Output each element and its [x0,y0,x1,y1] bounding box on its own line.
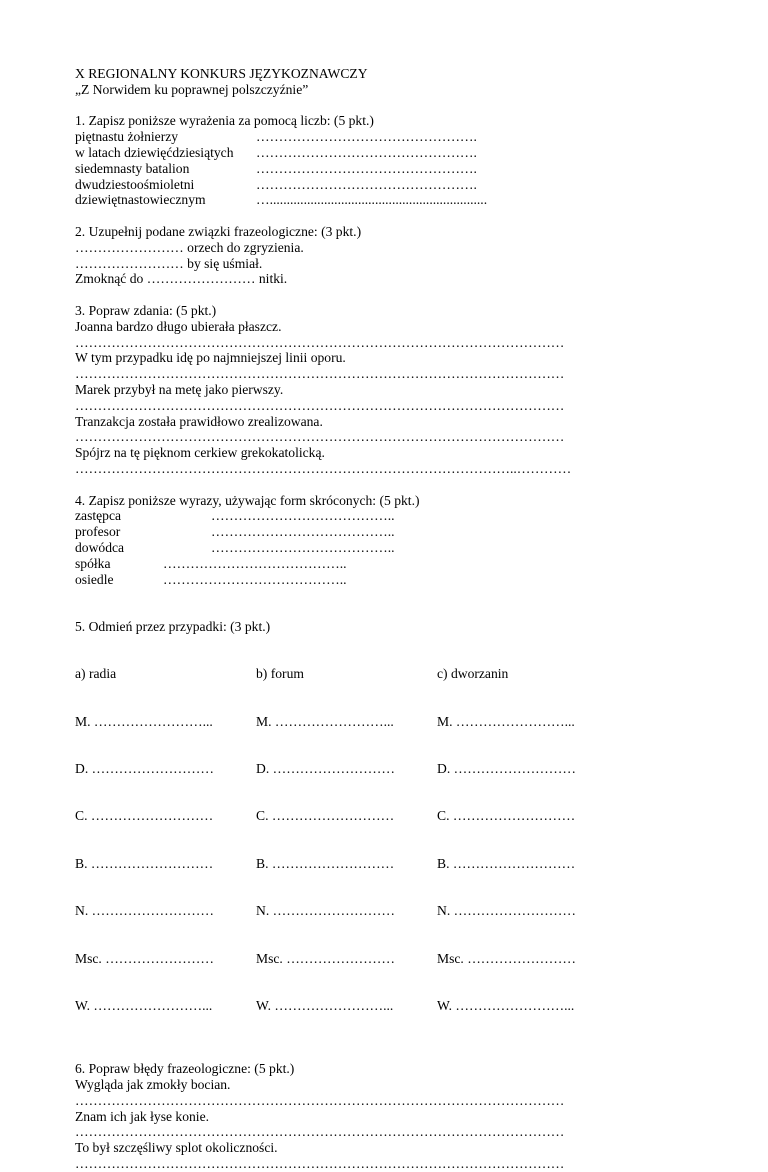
task3-sentence: Tranzakcja została prawidłowo zrealizowana. [75,413,323,429]
task6-answer-blank[interactable]: ……………………………………………………………………………………………… [75,1124,565,1140]
document-page [75,66,695,1172]
case-blank[interactable]: D. ……………………… [437,761,576,777]
task4-item [75,524,695,540]
declension-column-c [437,635,576,1046]
task3-sentence: Marek przybył na metę jako pierwszy. [75,381,284,397]
task6-sentence: To był szczęśliwy splot okoliczności. [75,1140,278,1156]
task1-answer-blank[interactable]: …................................................................ [256,192,488,208]
task1-label: piętnastu żołnierzy [75,129,179,145]
task4-answer-blank[interactable]: ………………………………….. [163,555,347,571]
declension-title: a) radia [75,666,117,682]
task3-sentence: Joanna bardzo długo ubierała płaszcz. [75,318,282,334]
task6-answer-blank[interactable]: ……………………………………………………………………………………………… [75,1155,565,1171]
task1-item [75,192,695,208]
task3-answer-blank[interactable]: ……………………………………………………………………………………………… [75,397,565,413]
task1-answer-blank[interactable]: …………………………………………. [256,160,477,176]
declension-column-a [75,635,256,1046]
task4-item [75,572,695,588]
case-blank[interactable]: N. ……………………… [256,903,395,919]
declension-column-b [256,635,437,1046]
declension-table [75,635,695,1046]
task4-label: dowódca [75,539,125,555]
task1-item [75,177,695,193]
case-blank[interactable]: M. ……………………... [256,713,394,729]
case-blank[interactable]: Msc. …………………… [437,950,576,966]
contest-subtitle: „Z Norwidem ku poprawnej polszczyźnie” [75,81,309,97]
task2-line[interactable]: …………………… by się uśmiał. [75,255,263,271]
case-blank[interactable]: M. ……………………... [437,713,575,729]
declension-title: c) dworzanin [437,666,509,682]
case-blank[interactable]: C. ……………………… [256,808,395,824]
case-blank[interactable]: N. ……………………… [437,903,576,919]
case-blank[interactable]: C. ……………………… [437,808,576,824]
case-blank[interactable]: Msc. …………………… [75,950,214,966]
case-blank[interactable]: D. ……………………… [75,761,214,777]
task6-answer-blank[interactable]: ……………………………………………………………………………………………… [75,1092,565,1108]
case-blank[interactable]: M. ……………………... [75,713,213,729]
case-blank[interactable]: B. ……………………… [75,855,214,871]
contest-title: X REGIONALNY KONKURS JĘZYKOZNAWCZY [75,66,368,81]
case-blank[interactable]: W. ……………………... [256,998,394,1014]
case-blank[interactable]: D. ……………………… [256,761,395,777]
task4-label: spółka [75,555,111,571]
task1-heading: 1. Zapisz poniższe wyrażenia za pomocą liczb: (5 pkt.) [75,113,374,129]
task4-answer-blank[interactable]: ………………………………….. [163,571,347,587]
task4-answer-blank[interactable]: ………………………………….. [211,508,395,524]
task1-label: dziewiętnastowiecznym [75,192,206,208]
task3-answer-blank[interactable]: ……………………………………………………………………………………………… [75,429,565,445]
task6-sentence: Znam ich jak łyse konie. [75,1108,210,1124]
task4-label: profesor [75,524,121,540]
task4-answer-blank[interactable]: ………………………………….. [211,524,395,540]
task2-line[interactable]: Zmoknąć do …………………… nitki. [75,271,288,287]
task1-answer-blank[interactable]: …………………………………………. [256,129,477,145]
task4-label: zastępca [75,508,122,524]
task4-item [75,556,695,572]
task1-item [75,145,695,161]
task4-item [75,508,695,524]
task3-answer-blank[interactable]: ……………………………………………………………………………………………… [75,334,565,350]
task1-answer-blank[interactable]: …………………………………………. [256,176,477,192]
task1-item [75,129,695,145]
task4-answer-blank[interactable]: ………………………………….. [211,539,395,555]
task4-heading: 4. Zapisz poniższe wyrazy, używając form skróconych: (5 pkt.) [75,492,420,508]
task4-label: osiedle [75,571,114,587]
task3-heading: 3. Popraw zdania: (5 pkt.) [75,302,217,318]
declension-title: b) forum [256,666,304,682]
task6-heading: 6. Popraw błędy frazeologiczne: (5 pkt.) [75,1061,295,1077]
task5-heading: 5. Odmień przez przypadki: (3 pkt.) [75,618,271,634]
case-blank[interactable]: N. ……………………… [75,903,214,919]
task1-label: siedemnasty batalion [75,160,190,176]
task1-label: w latach dziewięćdziesiątych [75,144,234,160]
task3-answer-blank[interactable]: ……………………………………………………………………………………..………… [75,460,572,476]
task3-sentence: Spójrz na tę pięknom cerkiew grekokatolicką. [75,445,325,461]
task1-answer-blank[interactable]: …………………………………………. [256,144,477,160]
task2-line[interactable]: …………………… orzech do zgryzienia. [75,239,304,255]
task1-item [75,161,695,177]
task3-sentence: W tym przypadku idę po najmniejszej linii oporu. [75,350,346,366]
task3-answer-blank[interactable]: ……………………………………………………………………………………………… [75,366,565,382]
task6-sentence: Wygląda jak zmokły bocian. [75,1077,231,1092]
task2-heading: 2. Uzupełnij podane związki frazeologiczne: (3 pkt.) [75,223,362,239]
task4-item [75,540,695,556]
case-blank[interactable]: B. ……………………… [256,855,395,871]
case-blank[interactable]: W. ……………………... [75,998,213,1014]
task1-label: dwudziestoośmioletni [75,176,195,192]
case-blank[interactable]: W. ……………………... [437,998,575,1014]
case-blank[interactable]: Msc. …………………… [256,950,395,966]
case-blank[interactable]: B. ……………………… [437,855,576,871]
case-blank[interactable]: C. ……………………… [75,808,214,824]
